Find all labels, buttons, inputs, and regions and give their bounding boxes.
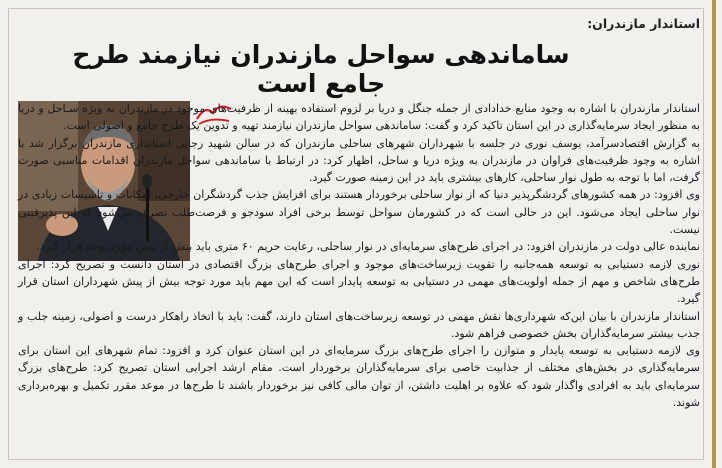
article-kicker: استاندار مازندران: (587, 16, 700, 31)
paragraph-5: نوری لازمه دستیابی به توسعه همه‌جانبه را تقویت زیرساخت‌های موجود و اجرای طرح‌های بزرگ اقتصادی در استان دانست و تصریح کرد: اجرای طرح‌های شاخص و مهم از جمله اولویت‌های مهمی در دستیابی به توسعه پایدار است که این مهم باید مورد توجه بیش از پیش شهرداران استان قرار گیرد. (18, 257, 700, 306)
paragraph-3: وی افزود: در همه کشورهای گردشگرپذیر دنیا که از نوار ساحلی برخوردار هستند برای افزایش جذب گردشگران خارجی، امکانات و تاسیسات زیادی در نوار ساحلی ایجاد می‌شود. این در حالی است که در کشورمان سواحل توسط برخی افراد سودجو و فرصت‌طلب تصرف می‌شود که این پذیرفتنی نیست. (18, 188, 700, 237)
paragraph-7: وی لازمه دستیابی به توسعه پایدار و متوازن را اجرای طرح‌های بزرگ سرمایه‌ای در این استان عنوان کرد و افزود: تمام شهرهای این استان برای سرمایه‌گذاری در بخش‌های مختلف از جذابیت خاصی برای سرمایه‌گذاران برخوردار است. مقام ارشد اجرایی استان تصریح کرد: طرح‌های بزرگ سرمایه‌ای باید به افرادی واگذار شود که علاوه بر اهلیت داشتن، از توان مالی کافی نیز برخوردار باشند تا طرح‌ها در موعد مقرر تکمیل و بهره‌برداری شوند. (18, 344, 700, 410)
paragraph-6: استاندار مازندران با بیان این‌که شهرداری‌ها نقش مهمی در توسعه زیرساخت‌های استان دارند، گفت: باید با اتخاذ راهکار درست و اصولی، زمینه جلب و جذب بیشتر سرمایه‌گذاران بخش خصوصی فراهم شود. (18, 309, 700, 340)
paragraph-2: به گزارش اقتصادسرآمد، یوسف نوری در جلسه با شهرداران شهرهای ساحلی مازندران که در سالن شهید رجایی استانداری مازندران برگزار شد با اشاره به وجود ظرفیت‌های فراوان در مازندران به ویژه دریا و ساحل، اظهار کرد: در ارتباط با ساماندهی سواحل مازندران اقدامات مناسبی صورت گرفت، اما با توجه به طول نوار ساحلی، کارهای بیشتری باید در این زمینه صورت گیرد. (18, 136, 700, 185)
column-rule (712, 0, 716, 468)
paragraph-intro: استاندار مازندران با اشاره به وجود منابع خدادادی از جمله جنگل و دریا بر لزوم استفاده بهینه از ظرفیت‌های موجود در مازندران به ویژه سـاحل و دریا به منظور ایجاد سرمایه‌گذاری در این استان تاکید کرد و گفت: ساماندهی سواحل مازندران نیازمند تهیه و تدوین یک طرح جامع و اصولی است. (18, 102, 700, 133)
paragraph-4: نماینده عالی دولت در مازندران افزود: در اجرای طرح‌های سرمایه‌ای در نوار ساحلی، رعایت حریم ۶۰ متری باید بیش از پیش مورد توجه قرار گیرد. (36, 240, 700, 254)
article-body (18, 100, 700, 411)
article-headline: ساماندهی سواحل مازندران نیازمند طرح جامع است (72, 40, 570, 98)
